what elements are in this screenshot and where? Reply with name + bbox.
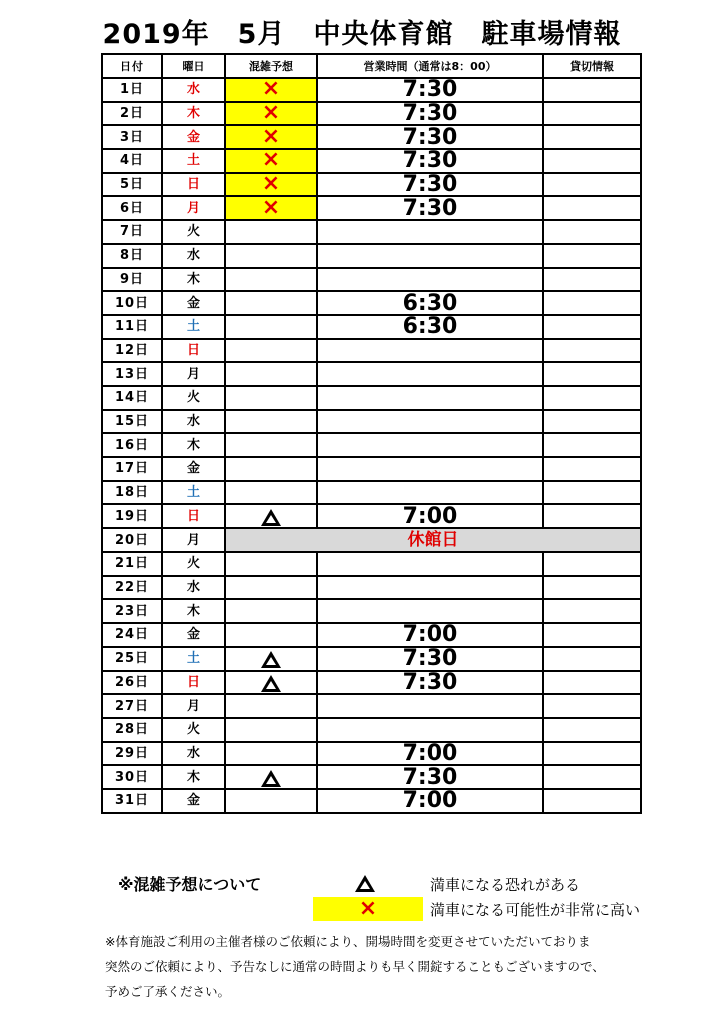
rental-cell xyxy=(543,765,641,789)
table-row xyxy=(102,504,641,528)
congestion-cell xyxy=(225,552,317,576)
table-row xyxy=(102,102,641,126)
congestion-cell xyxy=(225,268,317,292)
date-cell: 22日 xyxy=(102,576,162,600)
opening-time-cell xyxy=(317,410,543,434)
weekday-cell: 金 xyxy=(162,789,225,813)
date-cell: 25日 xyxy=(102,647,162,671)
date-cell: 8日 xyxy=(102,244,162,268)
congestion-cell xyxy=(225,481,317,505)
opening-time-cell: 7:00 xyxy=(317,623,543,647)
date-cell: 14日 xyxy=(102,386,162,410)
opening-time-cell: 7:30 xyxy=(317,173,543,197)
weekday-cell: 水 xyxy=(162,742,225,766)
opening-time-cell: 7:30 xyxy=(317,102,543,126)
rental-cell xyxy=(543,623,641,647)
cross-icon: × xyxy=(261,125,281,149)
triangle-icon xyxy=(261,675,281,692)
table-row xyxy=(102,362,641,386)
rental-cell xyxy=(543,339,641,363)
rental-cell xyxy=(543,102,641,126)
weekday-cell: 土 xyxy=(162,481,225,505)
opening-time-cell xyxy=(317,268,543,292)
congestion-cell xyxy=(225,125,317,149)
opening-time-cell: 7:00 xyxy=(317,742,543,766)
date-cell: 31日 xyxy=(102,789,162,813)
table-row xyxy=(102,457,641,481)
opening-time-cell: 7:00 xyxy=(317,789,543,813)
note-line-3: 予めご了承ください。 xyxy=(105,984,231,999)
date-cell: 10日 xyxy=(102,291,162,315)
header-date: 日付 xyxy=(102,54,162,78)
congestion-cell xyxy=(225,173,317,197)
weekday-cell: 月 xyxy=(162,196,225,220)
opening-time-cell: 7:30 xyxy=(317,149,543,173)
weekday-cell: 木 xyxy=(162,599,225,623)
congestion-cell xyxy=(225,504,317,528)
date-cell: 20日 xyxy=(102,528,162,552)
header-prediction: 混雑予想 xyxy=(225,54,317,78)
table-row xyxy=(102,718,641,742)
weekday-cell: 日 xyxy=(162,339,225,363)
date-cell: 19日 xyxy=(102,504,162,528)
congestion-cell xyxy=(225,765,317,789)
weekday-cell: 木 xyxy=(162,765,225,789)
opening-time-cell xyxy=(317,552,543,576)
date-cell: 27日 xyxy=(102,694,162,718)
opening-time-cell xyxy=(317,576,543,600)
table-row xyxy=(102,410,641,434)
opening-time-cell: 7:30 xyxy=(317,78,543,102)
date-cell: 30日 xyxy=(102,765,162,789)
cross-icon: × xyxy=(261,196,281,220)
opening-time-cell xyxy=(317,481,543,505)
rental-cell xyxy=(543,457,641,481)
opening-time-cell xyxy=(317,718,543,742)
date-cell: 12日 xyxy=(102,339,162,363)
congestion-cell xyxy=(225,196,317,220)
rental-cell xyxy=(543,315,641,339)
opening-time-cell xyxy=(317,457,543,481)
date-cell: 11日 xyxy=(102,315,162,339)
date-cell: 2日 xyxy=(102,102,162,126)
opening-time-cell xyxy=(317,339,543,363)
rental-cell xyxy=(543,481,641,505)
note-line-1: ※体育施設ご利用の主催者様のご依頼により、開場時間を変更させていただいておりま xyxy=(105,934,591,949)
weekday-cell: 土 xyxy=(162,315,225,339)
table-row xyxy=(102,623,641,647)
table-row xyxy=(102,694,641,718)
date-cell: 29日 xyxy=(102,742,162,766)
page-title: 2019年 5月 中央体育館 駐車場情報 xyxy=(102,19,622,50)
weekday-cell: 金 xyxy=(162,125,225,149)
congestion-cell xyxy=(225,694,317,718)
congestion-cell xyxy=(225,410,317,434)
date-cell: 9日 xyxy=(102,268,162,292)
date-cell: 6日 xyxy=(102,196,162,220)
weekday-cell: 水 xyxy=(162,410,225,434)
rental-cell xyxy=(543,599,641,623)
opening-time-cell: 6:30 xyxy=(317,291,543,315)
weekday-cell: 月 xyxy=(162,528,225,552)
table-row xyxy=(102,315,641,339)
weekday-cell: 水 xyxy=(162,576,225,600)
weekday-cell: 土 xyxy=(162,149,225,173)
rental-cell xyxy=(543,694,641,718)
cross-icon: × xyxy=(261,149,281,173)
congestion-cell xyxy=(225,599,317,623)
opening-time-cell xyxy=(317,433,543,457)
opening-time-cell xyxy=(317,362,543,386)
weekday-cell: 木 xyxy=(162,268,225,292)
header-day: 曜日 xyxy=(162,54,225,78)
table-header-row xyxy=(102,54,641,78)
weekday-cell: 日 xyxy=(162,173,225,197)
congestion-cell xyxy=(225,623,317,647)
congestion-cell xyxy=(225,457,317,481)
congestion-cell xyxy=(225,291,317,315)
opening-time-cell: 7:30 xyxy=(317,647,543,671)
triangle-icon xyxy=(261,770,281,787)
congestion-cell xyxy=(225,362,317,386)
table-row xyxy=(102,576,641,600)
table-row xyxy=(102,671,641,695)
date-cell: 1日 xyxy=(102,78,162,102)
opening-time-cell: 7:30 xyxy=(317,125,543,149)
table-row xyxy=(102,125,641,149)
opening-time-cell: 7:00 xyxy=(317,504,543,528)
weekday-cell: 木 xyxy=(162,102,225,126)
rental-cell xyxy=(543,78,641,102)
congestion-cell xyxy=(225,433,317,457)
weekday-cell: 火 xyxy=(162,552,225,576)
rental-cell xyxy=(543,220,641,244)
date-cell: 21日 xyxy=(102,552,162,576)
legend-cross-text: 満車になる可能性が非常に高い xyxy=(430,901,641,919)
congestion-cell xyxy=(225,576,317,600)
opening-time-cell xyxy=(317,386,543,410)
table-row xyxy=(102,78,641,102)
triangle-icon xyxy=(261,509,281,526)
table-row xyxy=(102,173,641,197)
table-row xyxy=(102,552,641,576)
date-cell: 17日 xyxy=(102,457,162,481)
closed-label: 休館日 xyxy=(407,530,459,551)
date-cell: 4日 xyxy=(102,149,162,173)
opening-time-cell: 7:30 xyxy=(317,765,543,789)
congestion-cell xyxy=(225,339,317,363)
rental-cell xyxy=(543,671,641,695)
date-cell: 15日 xyxy=(102,410,162,434)
weekday-cell: 月 xyxy=(162,362,225,386)
table-row xyxy=(102,268,641,292)
table-row xyxy=(102,244,641,268)
rental-cell xyxy=(543,173,641,197)
date-cell: 16日 xyxy=(102,433,162,457)
table-row xyxy=(102,481,641,505)
weekday-cell: 火 xyxy=(162,386,225,410)
rental-cell xyxy=(543,196,641,220)
opening-time-cell xyxy=(317,694,543,718)
legend-triangle-text: 満車になる恐れがある xyxy=(430,876,581,894)
rental-cell xyxy=(543,386,641,410)
opening-time-cell xyxy=(317,220,543,244)
table-row xyxy=(102,599,641,623)
table-row xyxy=(102,196,641,220)
cross-icon: × xyxy=(261,101,281,126)
rental-cell xyxy=(543,504,641,528)
weekday-cell: 水 xyxy=(162,244,225,268)
table-row xyxy=(102,789,641,813)
table-row xyxy=(102,433,641,457)
date-cell: 3日 xyxy=(102,125,162,149)
congestion-cell xyxy=(225,718,317,742)
opening-time-cell: 7:30 xyxy=(317,671,543,695)
congestion-cell xyxy=(225,386,317,410)
closed-day-cell xyxy=(225,528,641,552)
date-cell: 26日 xyxy=(102,671,162,695)
rental-cell xyxy=(543,244,641,268)
rental-cell xyxy=(543,552,641,576)
date-cell: 13日 xyxy=(102,362,162,386)
header-rental: 貸切情報 xyxy=(543,54,641,78)
table-row xyxy=(102,647,641,671)
date-cell: 7日 xyxy=(102,220,162,244)
rental-cell xyxy=(543,149,641,173)
congestion-cell xyxy=(225,742,317,766)
congestion-cell xyxy=(225,647,317,671)
table-row xyxy=(102,528,641,552)
date-cell: 28日 xyxy=(102,718,162,742)
cross-icon: × xyxy=(261,172,281,197)
rental-cell xyxy=(543,268,641,292)
triangle-icon xyxy=(261,651,281,668)
weekday-cell: 水 xyxy=(162,78,225,102)
rental-cell xyxy=(543,125,641,149)
weekday-cell: 月 xyxy=(162,694,225,718)
header-hours: 営業時間（通常は8：00） xyxy=(317,54,543,78)
weekday-cell: 日 xyxy=(162,671,225,695)
congestion-cell xyxy=(225,102,317,126)
opening-time-cell: 7:30 xyxy=(317,196,543,220)
date-cell: 24日 xyxy=(102,623,162,647)
weekday-cell: 木 xyxy=(162,433,225,457)
weekday-cell: 日 xyxy=(162,504,225,528)
legend-triangle-icon xyxy=(355,873,375,892)
table-row xyxy=(102,339,641,363)
table-row xyxy=(102,149,641,173)
rental-cell xyxy=(543,576,641,600)
rental-cell xyxy=(543,718,641,742)
legend-cross-box xyxy=(313,897,423,921)
cross-icon: × xyxy=(261,78,281,102)
table-row xyxy=(102,742,641,766)
table-row xyxy=(102,220,641,244)
rental-cell xyxy=(543,789,641,813)
rental-cell xyxy=(543,362,641,386)
rental-cell xyxy=(543,647,641,671)
opening-time-cell: 6:30 xyxy=(317,315,543,339)
congestion-cell xyxy=(225,789,317,813)
date-cell: 18日 xyxy=(102,481,162,505)
rental-cell xyxy=(543,742,641,766)
rental-cell xyxy=(543,410,641,434)
parking-schedule-table xyxy=(101,53,642,814)
table-row xyxy=(102,386,641,410)
rental-cell xyxy=(543,433,641,457)
rental-cell xyxy=(543,291,641,315)
table-row xyxy=(102,291,641,315)
weekday-cell: 火 xyxy=(162,220,225,244)
weekday-cell: 金 xyxy=(162,291,225,315)
weekday-cell: 金 xyxy=(162,623,225,647)
congestion-cell xyxy=(225,220,317,244)
weekday-cell: 火 xyxy=(162,718,225,742)
weekday-cell: 金 xyxy=(162,457,225,481)
weekday-cell: 土 xyxy=(162,647,225,671)
congestion-cell xyxy=(225,315,317,339)
table-row xyxy=(102,765,641,789)
date-cell: 23日 xyxy=(102,599,162,623)
date-cell: 5日 xyxy=(102,173,162,197)
congestion-cell xyxy=(225,671,317,695)
congestion-cell xyxy=(225,78,317,102)
congestion-cell xyxy=(225,244,317,268)
note-line-2: 突然のご依頼により、予告なしに通常の時間よりも早く開錠することもございますので、 xyxy=(105,959,605,974)
congestion-cell xyxy=(225,149,317,173)
opening-time-cell xyxy=(317,244,543,268)
opening-time-cell xyxy=(317,599,543,623)
legend-heading: ※混雑予想について xyxy=(118,875,262,894)
cross-icon: × xyxy=(358,896,378,921)
